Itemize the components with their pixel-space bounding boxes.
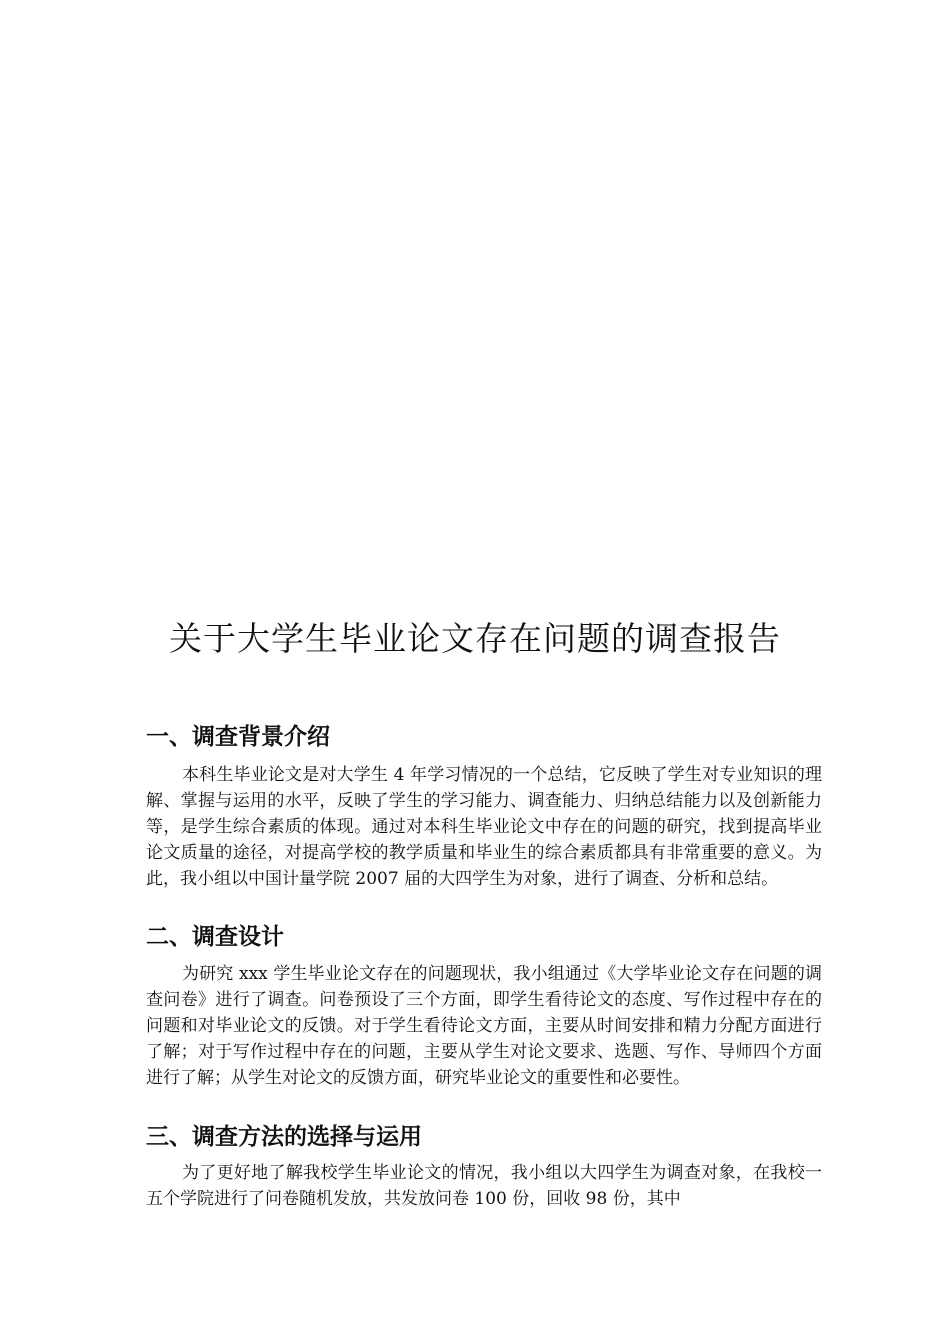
section-heading-design: 二、调查设计 — [146, 924, 284, 950]
section-heading-background: 一、调查背景介绍 — [146, 724, 330, 750]
section-body-background: 本科生毕业论文是对大学生 4 年学习情况的一个总结，它反映了学生对专业知识的理解、掌握与运用的水平，反映了学生的学习能力、调查能力、归纳总结能力以及创新能力等，是学生综合素质的体现。通过对本科生毕业论文中存在的问题的研究，找到提高毕业论文质量的途径，对提高学校的教学质量和毕业生的综合素质都具有非常重要的意义。为此，我小组以中国计量学院 2007 届的大四学生为对象，进行了调查、分析和总结。 — [146, 765, 822, 889]
section-body-design: 为研究 xxx 学生毕业论文存在的问题现状，我小组通过《大学毕业论文存在问题的调查问卷》进行了调查。问卷预设了三个方面，即学生看待论文的态度、写作过程中存在的问题和对毕业论文的反馈。对于学生看待论文方面，主要从时间安排和精力分配方面进行了解；对于写作过程中存在的问题，主要从学生对论文要求、选题、写作、导师四个方面进行了解；从学生对论文的反馈方面，研究毕业论文的重要性和必要性。 — [146, 964, 822, 1088]
document-title: 关于大学生毕业论文存在问题的调查报告 — [169, 619, 781, 658]
section-body-method: 为了更好地了解我校学生毕业论文的情况，我小组以大四学生为调查对象，在我校一五个学院进行了问卷随机发放，共发放问卷 100 份，回收 98 份，其中 — [146, 1163, 822, 1209]
section-heading-method: 三、调查方法的选择与运用 — [146, 1124, 422, 1150]
